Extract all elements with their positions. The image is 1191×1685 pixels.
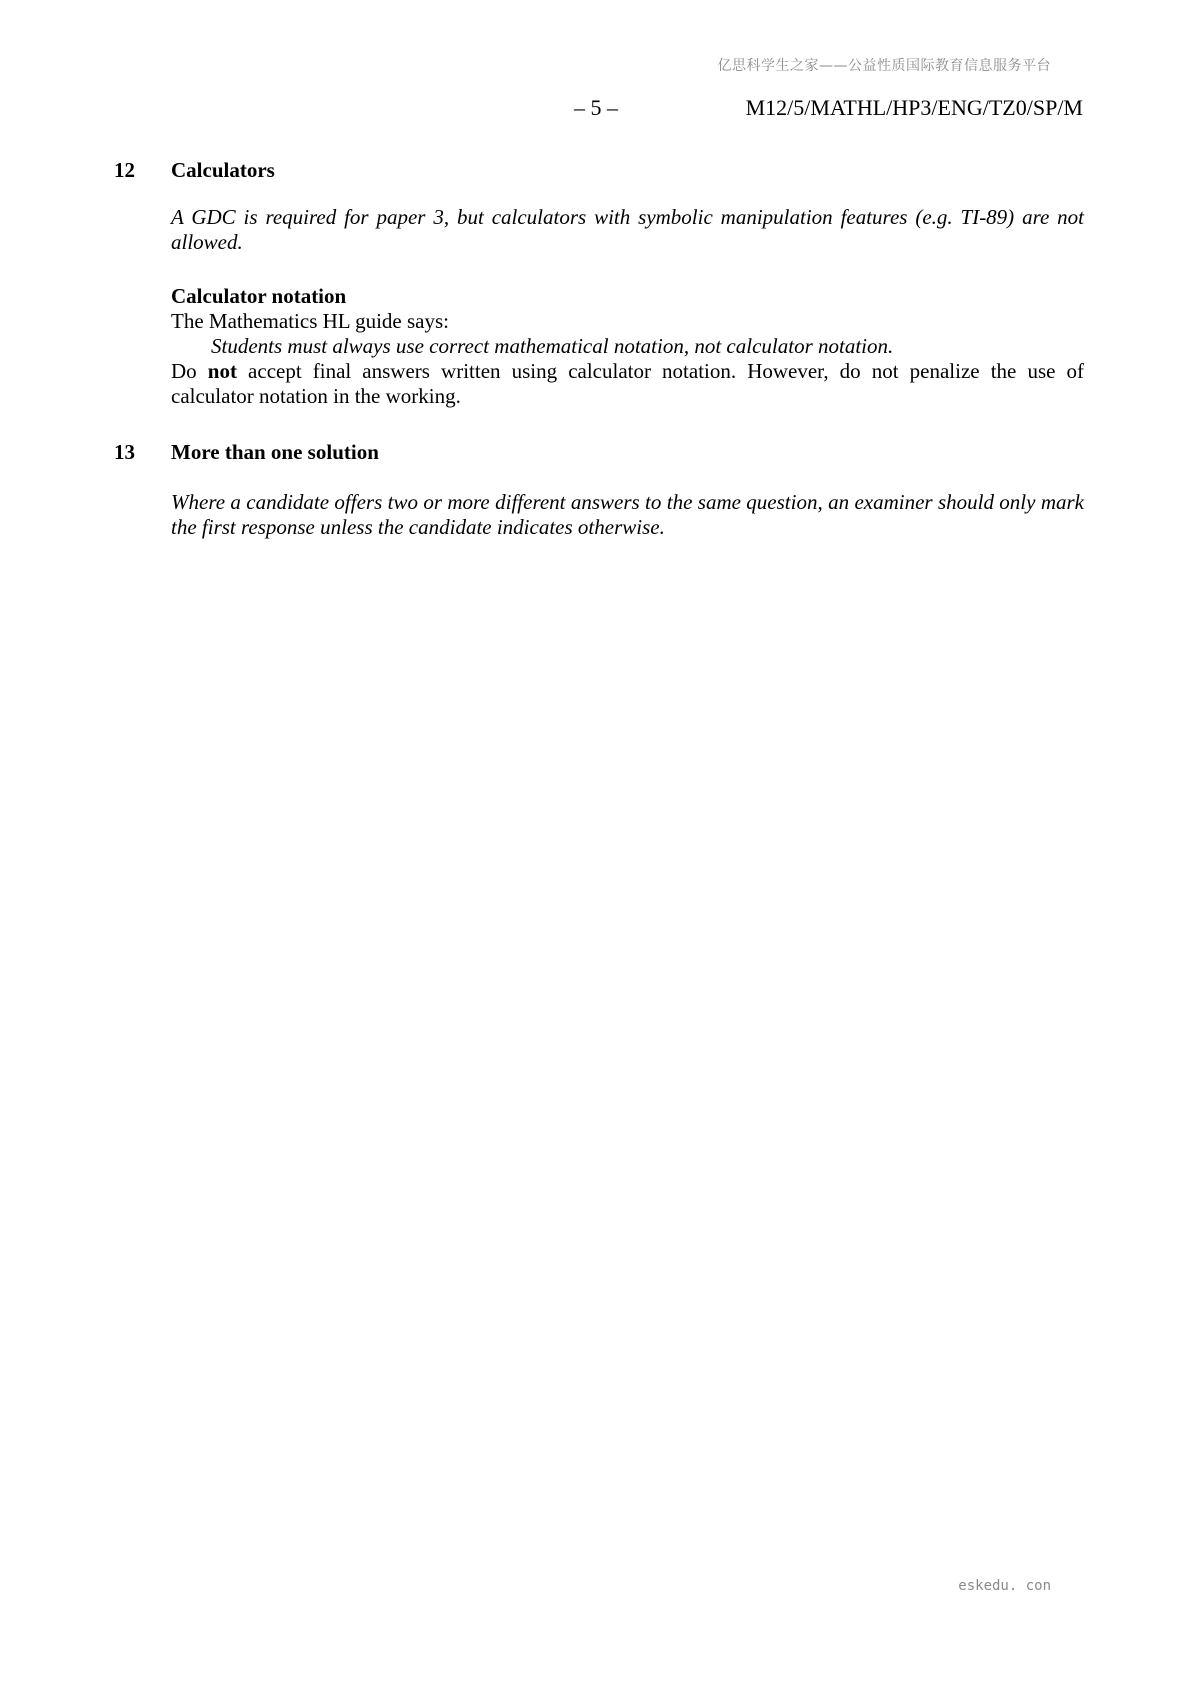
rule-emphasis: not [207,359,237,383]
section-number: 13 [114,440,135,464]
section-13-heading [114,440,1084,465]
section-12-heading [114,158,1084,183]
section-number: 12 [114,158,135,182]
header-watermark: 亿思科学生之家——公益性质国际教育信息服务平台 [717,58,1051,74]
guide-quote: Students must always use correct mathematical notation, not calculator notation. [211,334,894,358]
rule-post: accept final answers written using calculator notation. However, do not penalize the use of calculator notation in the working. [171,359,1085,408]
document-code: M12/5/MATHL/HP3/ENG/TZ0/SP/M [745,95,1083,120]
section-title: More than one solution [171,440,379,464]
rule-pre: Do [171,359,197,383]
section-13 [114,440,1084,540]
calculator-requirement: A GDC is required for paper 3, but calculators with symbolic manipulation features (e.g. TI-89) are not allowed. [171,205,1084,254]
section-12 [114,158,1084,409]
guide-statement: The Mathematics HL guide says: [171,309,449,333]
calculator-notation-heading: Calculator notation [171,284,347,308]
notation-rule [171,359,1084,409]
page-number: – 5 – [574,95,618,120]
section-title: Calculators [171,158,275,182]
multiple-solutions-rule: Where a candidate offers two or more different answers to the same question, an examiner should only mark the first response unless the candidate indicates otherwise. [171,490,1084,539]
footer-watermark: eskedu. con [958,1578,1051,1594]
